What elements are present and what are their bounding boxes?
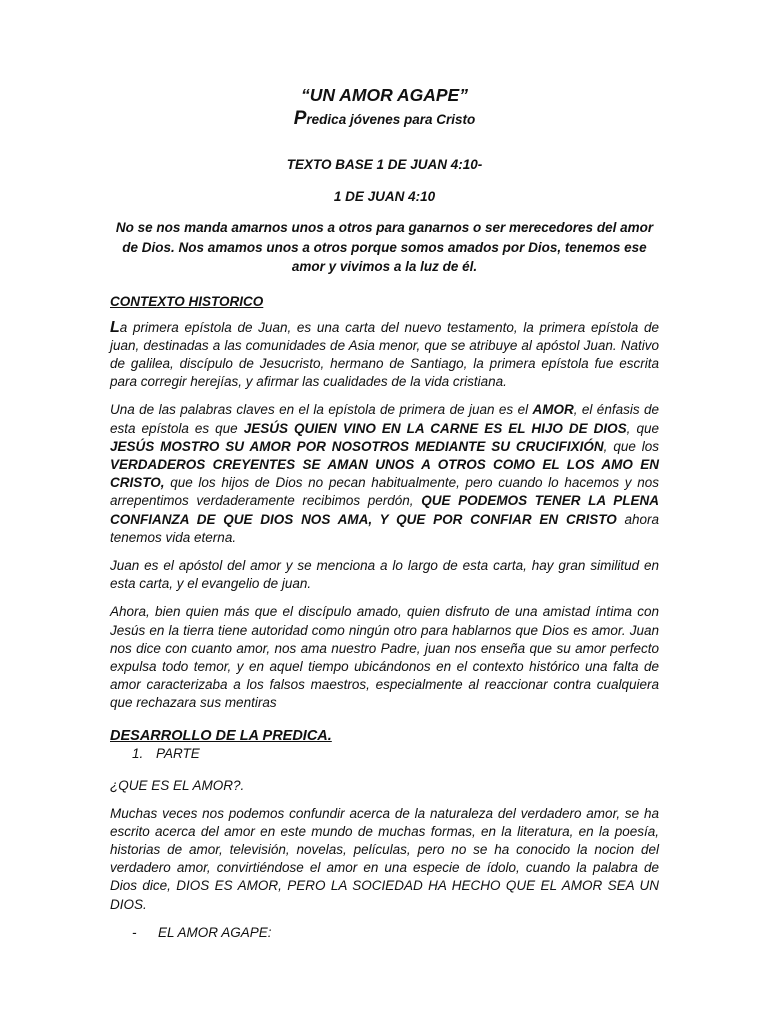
text-base: TEXTO BASE 1 DE JUAN 4:10- — [286, 157, 483, 172]
list-item — [110, 745, 659, 763]
page-subtitle — [110, 109, 659, 130]
section-heading-desarrollo: DESARROLLO DE LA PREDICA. — [110, 727, 332, 744]
question-heading: ¿QUE ES EL AMOR?. — [110, 777, 245, 793]
dash-mark: - — [132, 924, 137, 940]
section-heading-contexto: CONTEXTO HISTORICO — [110, 293, 264, 309]
document-content — [110, 84, 659, 942]
drop-initial: L — [110, 318, 120, 336]
paragraph-contexto-3: Juan es el apóstol del amor y se menciona a lo largo de esta carta, hay gran similitud en esta carta, y el evangelio de juan. — [110, 557, 659, 592]
key-quote: No se nos manda amarnos unos a otros para ganarnos o ser merecedores del amor de Dios. Nos amamos unos a otros porque somos amados por Dios, tenemos ese amor y vivimos a la luz de él. — [115, 220, 654, 274]
paragraph-contexto-2: Una de las palabras claves en el la epístola de primera de juan es el AMOR, el énfasis de esta epístola es que JESÚS QUIEN VINO EN LA CARNE ES EL HIJO DE DIOS, que JESÚS MOSTRO SU AMOR POR NOSOTROS MEDIANTE SU CRUCIFIXIÓN, que los VERDADEROS CREYENTES SE AMAN UNOS A OTROS COMO EL LOS AMO EN CRISTO, que los hijos de Dios no pecan habitualmente, pero cuando lo hacemos y nos arrepentimos verdaderamente recibimos perdón, QUE PODEMOS TENER LA PLENA CONFIANZA DE QUE DIOS NOS AMA, Y QUE POR CONFIAR EN CRISTO ahora tenemos vida eterna. — [110, 402, 659, 545]
dash-list-item — [110, 924, 659, 942]
paragraph-contexto-1: La primera epístola de Juan, es una carta del nuevo testamento, la primera epístola de juan, destinadas a las comunidades de Asia menor, que se atribuye al apóstol Juan. Nativo de galilea, discípulo de Jesucristo, hermano de Santiago, la primera epístola fue escrita para corregir herejías, y afirmar las cualidades de la vida cristiana. — [110, 318, 659, 390]
paragraph-contexto-4: Ahora, bien quien más que el discípulo amado, quien disfruto de una amistad íntima con Jesús en la tierra tiene autoridad como ningún otro para hablarnos que Dios es amor. Juan nos dice con cuanto amor, nos ama nuestro Padre, juan nos enseña que su amor perfecto expulsa todo temor, y en aquel tiempo ubicándonos en el contexto histórico una falta de amor caracterizaba a los falsos maestros, especialmente al reaccionar contra cualquiera que rechazara sus mentiras — [110, 604, 659, 711]
numbered-list — [110, 745, 659, 763]
list-label: PARTE — [156, 745, 200, 761]
page-title: “UN AMOR AGAPE” — [301, 85, 468, 105]
subtitle-initial: P — [293, 108, 307, 129]
scripture-reference: 1 DE JUAN 4:10 — [333, 189, 436, 204]
subtitle-rest: redica jóvenes para Cristo — [306, 112, 476, 127]
paragraph-desarrollo-1: Muchas veces nos podemos confundir acerca de la naturaleza del verdadero amor, se ha escrito acerca del amor en este mundo de muchas formas, en la literatura, en la poesía, historias de amor, televisión, novelas, películas, pero no se ha conocido la nocion del verdadero amor, convirtiéndose el amor en una especie de ídolo, cuando la palabra de Dios dice, DIOS ES AMOR, PERO LA SOCIEDAD HA HECHO QUE EL AMOR SEA UN DIOS. — [110, 805, 659, 912]
dash-label: EL AMOR AGAPE: — [158, 924, 272, 940]
list-number: 1. — [132, 745, 144, 761]
